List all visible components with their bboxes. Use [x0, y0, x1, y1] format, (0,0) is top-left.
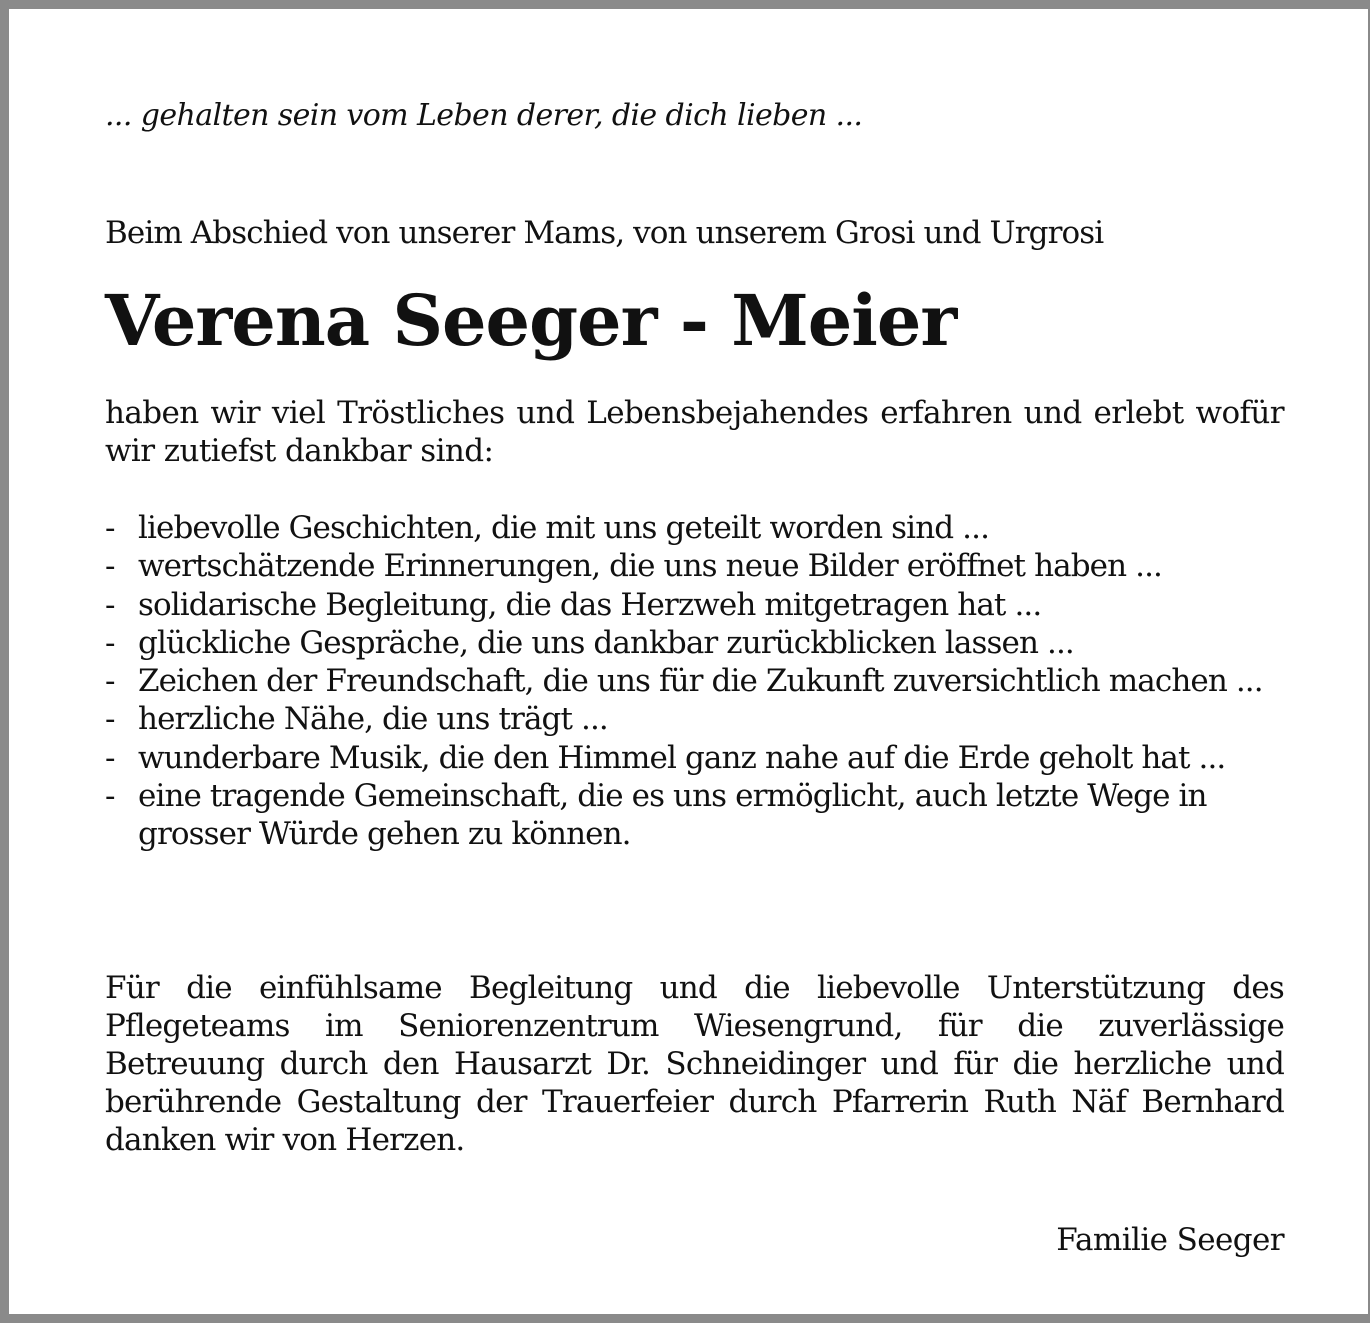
intro-line: Beim Abschied von unserer Mams, von unserem Grosi und Urgrosi	[105, 215, 1104, 251]
list-item-text: liebevolle Geschichten, die mit uns geteilt worden sind ...	[138, 510, 990, 546]
list-item-text: wunderbare Musik, die den Himmel ganz nahe auf die Erde geholt hat ...	[138, 739, 1226, 776]
thanks-paragraph	[105, 969, 1284, 1159]
list-item	[105, 586, 1284, 624]
list-item-text: eine tragende Gemeinschaft, die es uns ermöglicht, auch letzte Wege in grosser Würde gehen zu können.	[138, 778, 1207, 853]
list-item	[105, 624, 1284, 662]
list-item-text: glückliche Gespräche, die uns dankbar zurückblicken lassen ...	[138, 624, 1074, 661]
list-item	[105, 547, 1284, 585]
list-item-text: herzliche Nähe, die uns trägt ...	[138, 701, 608, 738]
list-item	[105, 777, 1284, 854]
gratitude-paragraph	[105, 394, 1284, 470]
motto-line: ... gehalten sein vom Leben derer, die dich lieben ...	[105, 98, 863, 133]
list-item	[105, 662, 1284, 700]
list-item-text: Zeichen der Freundschaft, die uns für die Zukunft zuversichtlich machen ...	[138, 663, 1263, 700]
gratitude-list	[105, 509, 1284, 854]
list-item	[105, 739, 1284, 777]
list-item	[105, 509, 1284, 547]
list-dash: -	[105, 778, 115, 815]
list-dash: -	[105, 701, 115, 738]
list-dash: -	[105, 586, 115, 623]
deceased-name: Verena Seeger - Meier	[105, 279, 957, 362]
list-item-text: wertschätzende Erinnerungen, die uns neue Bilder eröffnet haben ...	[138, 548, 1162, 585]
list-dash: -	[105, 548, 115, 585]
list-item-text: solidarische Begleitung, die das Herzweh mitgetragen hat ...	[138, 586, 1042, 623]
gratitude-paragraph-text: haben wir viel Tröstliches und Lebensbejahendes erfahren und erlebt wofür wir zutiefst dankbar sind:	[105, 395, 1284, 469]
signature: Familie Seeger	[1056, 1222, 1284, 1258]
list-item	[105, 700, 1284, 738]
thanks-paragraph-text: Für die einfühlsame Begleitung und die liebevolle Unterstützung des Pflegeteams im Seniorenzentrum Wiesengrund, für die zuverlässige Betreuung durch den Hausarzt Dr. Schneidinger und für die herzliche und berührende Gestaltung der Trauerfeier durch Pfarrerin Ruth Näf Bernhard danken wir von Herzen.	[105, 970, 1284, 1158]
list-dash: -	[105, 663, 115, 700]
list-dash: -	[105, 510, 115, 546]
list-dash: -	[105, 624, 115, 661]
list-dash: -	[105, 739, 115, 776]
